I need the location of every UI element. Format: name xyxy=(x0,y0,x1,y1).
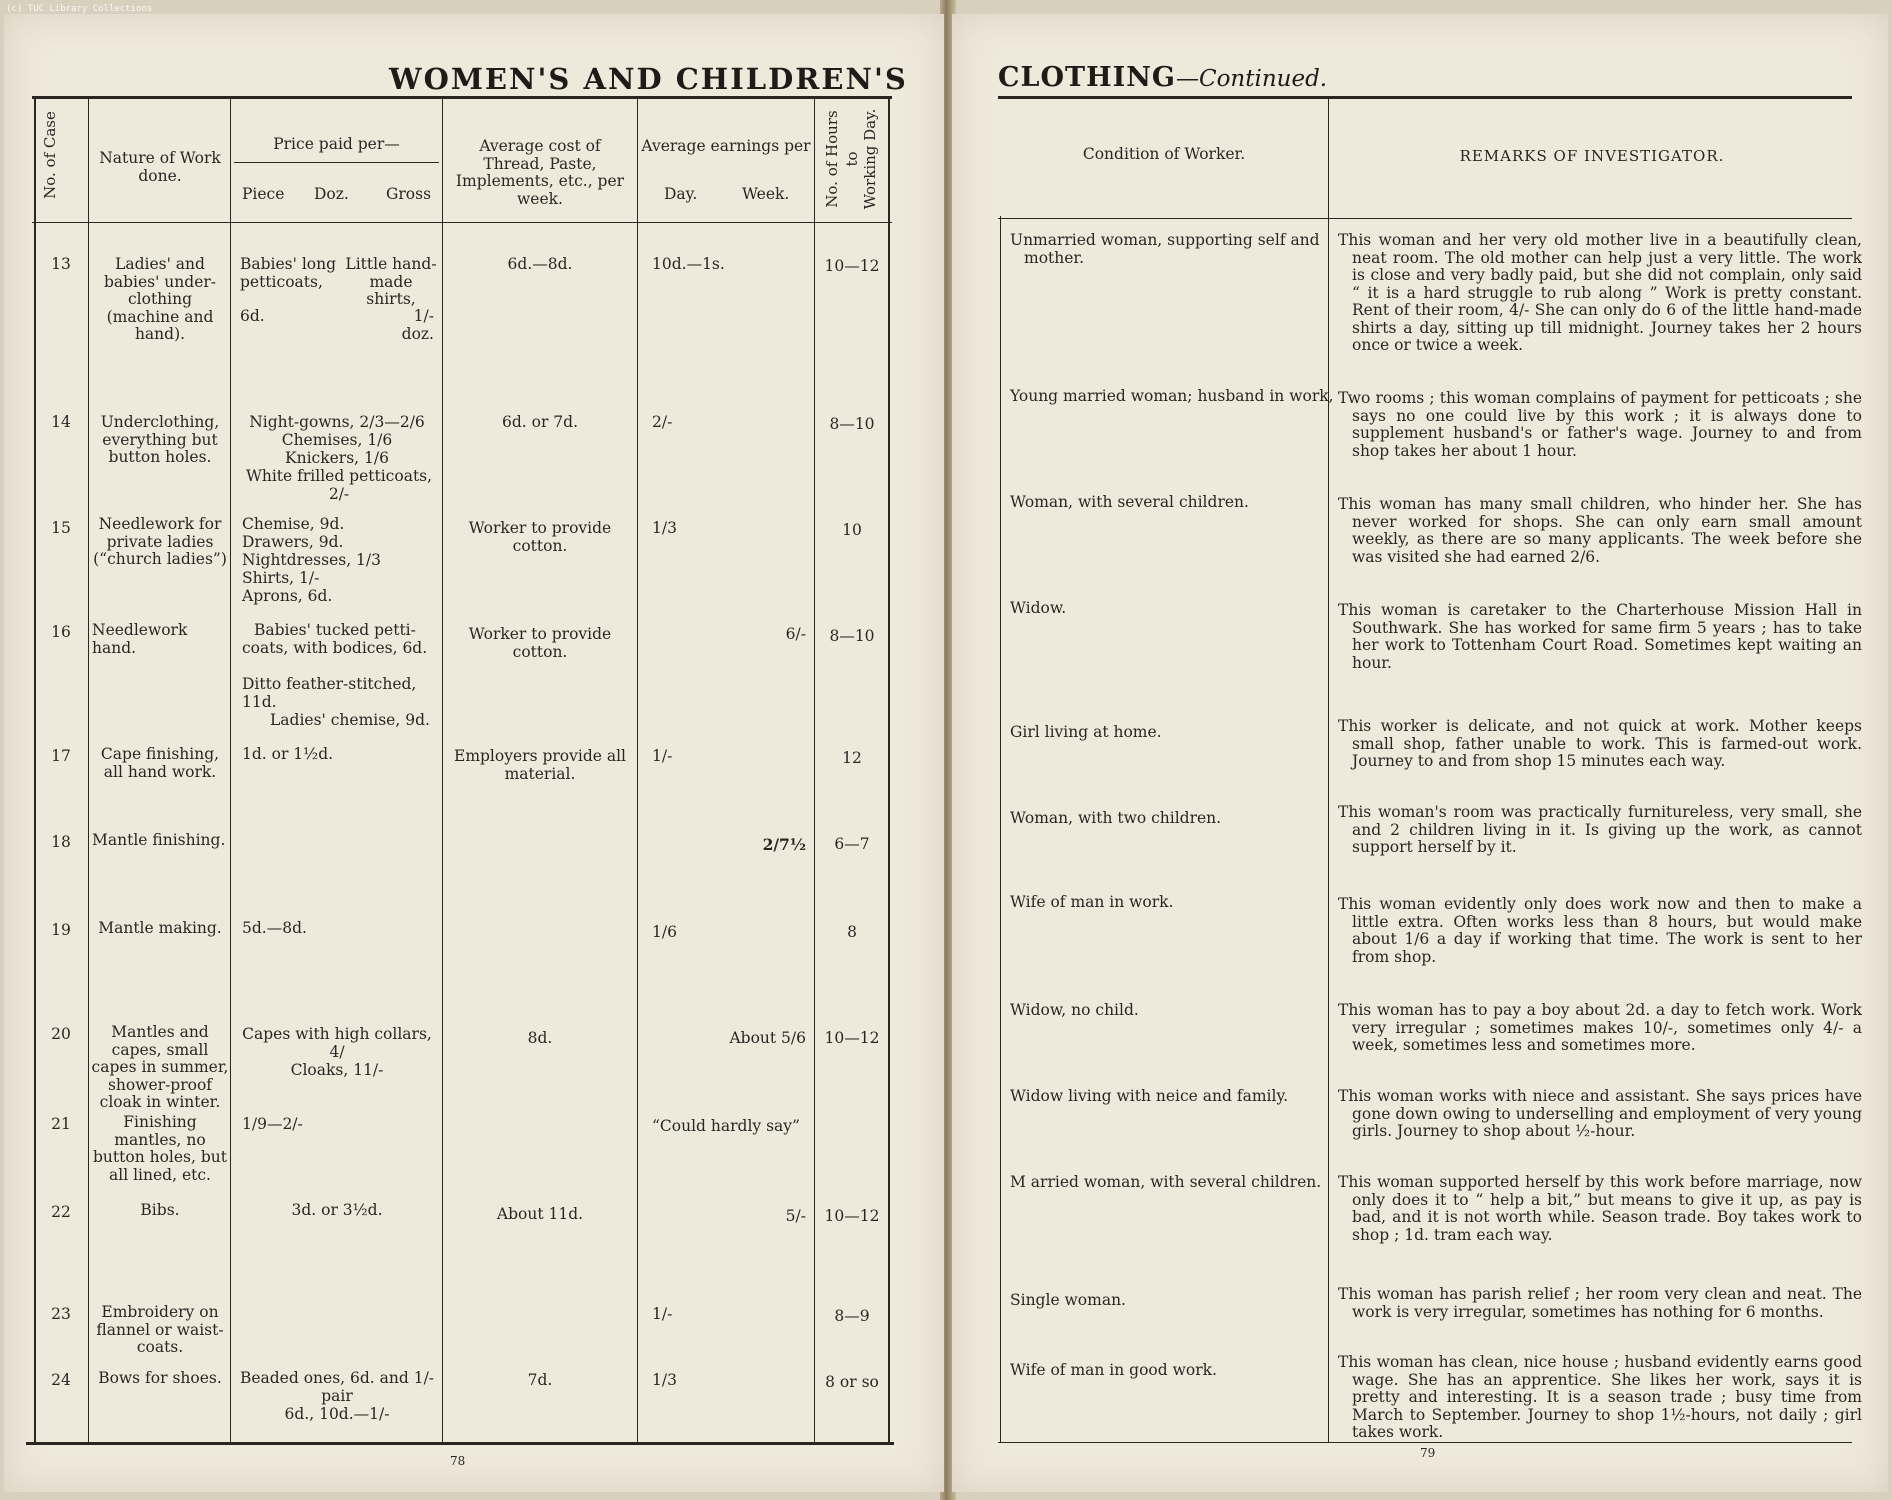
worker-condition: Single woman. xyxy=(1010,1291,1126,1309)
hours: 10—12 xyxy=(824,1029,880,1047)
header-doz: Doz. xyxy=(314,185,349,203)
price-piece-2: 6d. xyxy=(240,307,265,325)
nature-of-work: Needlework hand. xyxy=(92,621,188,657)
earnings-week: About 5/6 xyxy=(729,1029,806,1047)
watermark: (c) TUC Library Collections xyxy=(6,4,153,14)
price-line-3: Ladies' chemise, 9d. xyxy=(270,711,430,729)
nature-of-work: Mantle making. xyxy=(98,919,222,937)
header-piece: Piece xyxy=(242,185,285,203)
hours: 6—7 xyxy=(834,835,870,853)
worker-condition: Unmarried woman, supporting self and mother. xyxy=(1010,231,1320,267)
price-doz: 3d. or 3½d. xyxy=(291,1201,383,1219)
price-line-4: White frilled petticoats, 2/- xyxy=(245,467,433,503)
earnings-day: 1/- xyxy=(652,1305,673,1323)
header-condition-of-worker: Condition of Worker. xyxy=(1082,145,1246,163)
header-no-of-case: No. of Case xyxy=(41,111,59,199)
hours: 8—10 xyxy=(829,627,875,645)
left-page xyxy=(4,14,944,1492)
price-doz: Little hand-made shirts, xyxy=(345,255,437,308)
investigator-remarks: This woman has to pay a boy about 2d. a day to fetch work. Work very irregular ; sometimes makes 10/-, sometimes only 4/- a week, sometimes less and sometimes more. xyxy=(1338,1001,1862,1054)
header-price-paid: Price paid per— xyxy=(273,135,400,153)
worker-condition: Girl living at home. xyxy=(1010,723,1162,741)
header-day: Day. xyxy=(664,185,698,203)
nature-of-work: Needlework for private ladies (“church ladies”) xyxy=(93,515,227,568)
price-line-4: Shirts, 1/- xyxy=(242,569,320,587)
investigator-remarks: This woman supported herself by this work before marriage, now only does it to “ help a bit,” but means to give it up, as pay is bad, and it is not worth while. Season trade. Boy takes work to shop ; 1d. tram each way. xyxy=(1338,1173,1862,1244)
price-piece: 1d. or 1½d. xyxy=(242,745,334,763)
case-number: 23 xyxy=(51,1305,71,1323)
average-cost: 6d. or 7d. xyxy=(501,413,579,431)
header-hours-line-3: Working Day. xyxy=(861,108,879,210)
header-nature-of-work: Nature of Work done. xyxy=(99,149,221,185)
price-line-1: Chemise, 9d. xyxy=(242,515,345,533)
earnings-day: 1/6 xyxy=(652,923,677,941)
investigator-remarks: This woman is caretaker to the Charterhouse Mission Hall in Southwark. She has worked for same firm 5 years ; has to take her work to Tottenham Court Road. Sometimes kept waiting an hour. xyxy=(1338,601,1862,672)
case-number: 14 xyxy=(51,413,71,431)
investigator-remarks: This woman's room was practically furnitureless, very small, she and 2 children living in it. Is giving up the work, as cannot support herself by it. xyxy=(1338,803,1862,856)
investigator-remarks: This woman has many small children, who hinder her. She has never worked for shops. She can only earn small amount weekly, as there are so many applicants. The week before she was visited she had earned 2/6. xyxy=(1338,495,1862,566)
price-doz-2: 1/- doz. xyxy=(401,307,434,343)
price-line-3: Knickers, 1/6 xyxy=(285,449,389,467)
price-line-1: Capes with high collars, 4/ xyxy=(242,1025,432,1061)
average-cost: Worker to provide cotton. xyxy=(468,625,612,661)
worker-condition: M arried woman, with several children. xyxy=(1010,1173,1322,1191)
left-page-title: WOMEN'S AND CHILDREN'S xyxy=(389,62,908,96)
price-line-2: Drawers, 9d. xyxy=(242,533,344,551)
header-hours-line-1: No. of Hours xyxy=(823,110,841,208)
worker-condition: Woman, with several children. xyxy=(1010,493,1249,511)
investigator-remarks: This woman evidently only does work now and then to make a little extra. Often works less than 8 hours, but would make about 1/6 a day if working that time. The work is sent to her from shop. xyxy=(1338,895,1862,966)
header-week: Week. xyxy=(742,185,790,203)
investigator-remarks: This woman has parish relief ; her room very clean and neat. The work is very irregular, sometimes has nothing for 6 months. xyxy=(1338,1285,1862,1321)
earnings-day: 1/3 xyxy=(652,519,677,537)
price-line-1: Babies' tucked petti-coats, with bodices, 6d. xyxy=(242,621,428,657)
earnings-day: 2/- xyxy=(652,413,673,431)
average-cost: 8d. xyxy=(527,1029,553,1047)
investigator-remarks: This woman has clean, nice house ; husband evidently earns good wage. She has an apprentice. She likes her work, says it is pretty and interesting. It is a season trade ; busy time from March to September. Journey to shop 1½-hours, not daily ; girl takes work. xyxy=(1338,1353,1862,1441)
investigator-remarks: This woman works with niece and assistant. She says prices have gone down owing to underselling and employment of very young girls. Journey to shop about ½-hour. xyxy=(1338,1087,1862,1140)
price-piece: 1/9—2/- xyxy=(242,1115,303,1133)
investigator-remarks: This worker is delicate, and not quick at work. Mother keeps small shop, father unable to work. This is farmed-out work. Journey to and from shop 15 minutes each way. xyxy=(1338,717,1862,770)
nature-of-work: Underclothing, everything but button holes. xyxy=(100,413,220,466)
earnings-day: 1/3 xyxy=(652,1371,677,1389)
worker-condition: Widow living with neice and family. xyxy=(1010,1087,1289,1105)
earnings-day: 1/- xyxy=(652,747,673,765)
nature-of-work: Cape finishing, all hand work. xyxy=(100,745,220,781)
price-line-1: Beaded ones, 6d. and 1/- pair xyxy=(239,1369,435,1405)
header-average-cost: Average cost of Thread, Paste, Implements, etc., per week. xyxy=(455,137,625,208)
right-page xyxy=(952,14,1888,1492)
case-number: 22 xyxy=(51,1203,71,1221)
nature-of-work: Ladies' and babies' under-clothing (machine and hand). xyxy=(103,255,217,343)
case-number: 24 xyxy=(51,1371,71,1389)
right-page-title-main: CLOTHING xyxy=(998,62,1176,93)
left-table xyxy=(4,14,944,1492)
nature-of-work: Mantle finishing. xyxy=(92,831,226,849)
average-cost: Employers provide all material. xyxy=(454,747,626,783)
earnings-week: 5/- xyxy=(785,1207,806,1225)
hours: 8 or so xyxy=(825,1373,879,1391)
case-number: 19 xyxy=(51,921,71,939)
case-number: 15 xyxy=(51,519,71,537)
worker-condition: Wife of man in good work. xyxy=(1010,1361,1217,1379)
earnings-day-week: “Could hardly say” xyxy=(652,1117,800,1135)
worker-condition: Widow, no child. xyxy=(1010,1001,1139,1019)
header-gross: Gross xyxy=(386,185,432,203)
hours: 12 xyxy=(842,749,862,767)
nature-of-work: Mantles and capes, small capes in summer, shower-proof cloak in winter. xyxy=(91,1023,229,1111)
earnings-day: 10d.—1s. xyxy=(652,255,725,273)
price-line-5: Aprons, 6d. xyxy=(242,587,333,605)
hours: 10 xyxy=(842,521,862,539)
worker-condition: Wife of man in work. xyxy=(1010,893,1174,911)
header-remarks-of-investigator: REMARKS OF INVESTIGATOR. xyxy=(1459,147,1725,165)
price-line-3: Nightdresses, 1/3 xyxy=(242,551,381,569)
worker-condition: Widow. xyxy=(1010,599,1067,617)
price-piece: 5d.—8d. xyxy=(242,919,307,937)
price-line-2: Ditto feather-stitched, 11d. xyxy=(242,675,417,711)
worker-condition: Young married woman; husband in work, xyxy=(1010,387,1334,405)
case-number: 20 xyxy=(51,1025,71,1043)
earnings-week: 2/7½ xyxy=(762,835,806,854)
price-line-2: Chemises, 1/6 xyxy=(281,431,393,449)
right-table xyxy=(952,14,1888,1492)
hours: 8—10 xyxy=(829,415,875,433)
header-hours-line-2: to xyxy=(843,151,861,167)
nature-of-work: Bibs. xyxy=(140,1201,180,1219)
average-cost: 7d. xyxy=(527,1371,553,1389)
case-number: 18 xyxy=(51,833,71,851)
investigator-remarks: This woman and her very old mother live in a beautifully clean, neat room. The old mother can help just a very little. The work is close and very badly paid, but she did not complain, only said “ it is a hard struggle to rub along ” Work is pretty constant. Rent of their room, 4/- She can only do 6 of the little hand-made shirts a day, sitting up till midnight. Journey takes her 2 hours once or twice a week. xyxy=(1338,231,1862,354)
case-number: 17 xyxy=(51,747,71,765)
right-page-title-continued: —Continued. xyxy=(1175,66,1328,92)
average-cost: About 11d. xyxy=(496,1205,584,1223)
case-number: 13 xyxy=(51,255,71,273)
page-number: 78 xyxy=(450,1454,466,1468)
hours: 8 xyxy=(847,923,857,941)
nature-of-work: Bows for shoes. xyxy=(98,1369,222,1387)
price-line-2: Cloaks, 11/- xyxy=(290,1061,384,1079)
price-piece: Babies' long petticoats, xyxy=(240,255,337,291)
nature-of-work: Finishing mantles, no button holes, but all lined, etc. xyxy=(93,1113,227,1184)
page-number: 79 xyxy=(1420,1446,1436,1460)
average-cost: Worker to provide cotton. xyxy=(468,519,612,555)
worker-condition: Woman, with two children. xyxy=(1010,809,1222,827)
earnings-week: 6/- xyxy=(785,625,806,643)
header-average-earnings: Average earnings per xyxy=(641,137,811,155)
hours: 10—12 xyxy=(824,1207,880,1225)
average-cost: 6d.—8d. xyxy=(507,255,573,273)
case-number: 21 xyxy=(51,1115,71,1133)
nature-of-work: Embroidery on flannel or waist-coats. xyxy=(96,1303,224,1356)
price-line-1: Night-gowns, 2/3—2/6 xyxy=(249,413,425,431)
case-number: 16 xyxy=(51,623,71,641)
investigator-remarks: Two rooms ; this woman complains of payment for petticoats ; she says no one could live by this work ; it is always done to supplement husband's or father's wage. Journey to and from shop takes her about 1 hour. xyxy=(1338,389,1862,460)
price-line-2: 6d., 10d.—1/- xyxy=(284,1405,390,1423)
hours: 10—12 xyxy=(824,257,880,275)
hours: 8—9 xyxy=(834,1307,870,1325)
